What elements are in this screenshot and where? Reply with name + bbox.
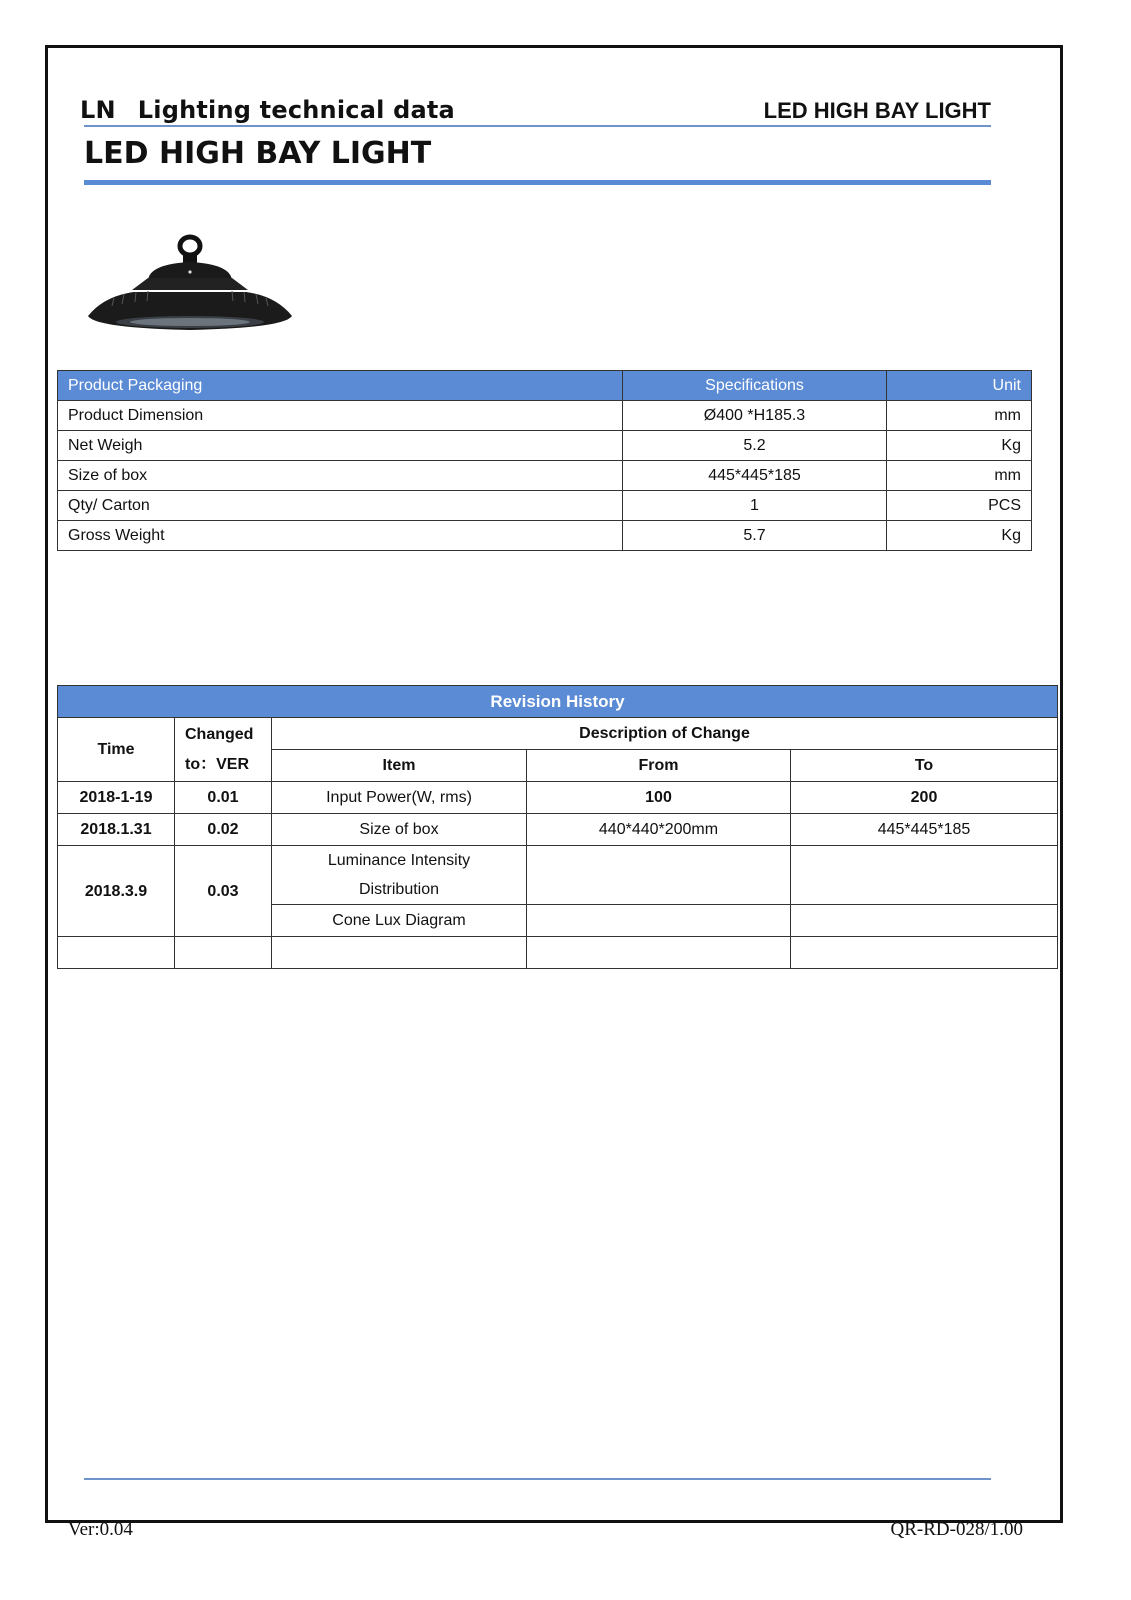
row-label: Size of box: [58, 461, 623, 491]
col-specifications: Specifications: [623, 371, 887, 401]
brand: LN: [80, 96, 116, 124]
footer-version: Ver:0.04: [68, 1519, 133, 1540]
cell-ver: 0.02: [175, 814, 272, 846]
cell-item: [272, 937, 527, 969]
header-rule: [84, 125, 991, 127]
row-label: Product Dimension: [58, 401, 623, 431]
cell-to: 200: [791, 782, 1058, 814]
packaging-header-row: [58, 371, 1032, 401]
row-spec: 1: [623, 491, 887, 521]
row-unit: mm: [887, 401, 1032, 431]
cell-from: 440*440*200mm: [527, 814, 791, 846]
cell-item: Input Power(W, rms): [272, 782, 527, 814]
header-right-title: LED HIGH BAY LIGHT: [763, 98, 991, 123]
cell-to: [791, 905, 1058, 937]
revision-title-row: [58, 686, 1058, 718]
row-unit: mm: [887, 461, 1032, 491]
cell-item: Cone Lux Diagram: [272, 905, 527, 937]
table-row: [58, 461, 1032, 491]
row-spec: 445*445*185: [623, 461, 887, 491]
cell-ver: [175, 937, 272, 969]
table-row: [58, 521, 1032, 551]
cell-from: [527, 937, 791, 969]
cell-item-line1: Luminance Intensity: [327, 852, 471, 869]
col-item: Item: [272, 750, 527, 782]
packaging-table: [57, 370, 1032, 551]
cell-from: [527, 905, 791, 937]
cell-time: 2018-1-19: [58, 782, 175, 814]
cell-time: [58, 937, 175, 969]
cell-to: [791, 937, 1058, 969]
row-spec: Ø400 *H185.3: [623, 401, 887, 431]
row-unit: PCS: [887, 491, 1032, 521]
cell-to: 445*445*185: [791, 814, 1058, 846]
header-subtitle: Lighting technical data: [137, 96, 455, 124]
table-row-empty: [58, 937, 1058, 969]
row-spec: 5.2: [623, 431, 887, 461]
cell-to: [791, 846, 1058, 905]
col-changed-ver: [175, 718, 272, 782]
table-row: [58, 401, 1032, 431]
cell-item-line2: Distribution: [358, 881, 440, 898]
header-left: [80, 96, 455, 124]
row-label: Qty/ Carton: [58, 491, 623, 521]
row-label: Net Weigh: [58, 431, 623, 461]
col-changed-to: to：VER: [185, 755, 250, 773]
cell-from: [527, 846, 791, 905]
col-unit: Unit: [887, 371, 1032, 401]
cell-time: 2018.3.9: [58, 846, 175, 937]
cell-from: 100: [527, 782, 791, 814]
table-row: [58, 814, 1058, 846]
col-product-packaging: Product Packaging: [58, 371, 623, 401]
cell-ver: 0.03: [175, 846, 272, 937]
table-row: [58, 782, 1058, 814]
table-row: [58, 846, 1058, 905]
revision-title: Revision History: [58, 686, 1058, 718]
revision-history-table: [57, 685, 1058, 969]
row-spec: 5.7: [623, 521, 887, 551]
col-time: Time: [58, 718, 175, 782]
revision-header-row: [58, 718, 1058, 750]
title-rule: [84, 180, 991, 185]
col-changed: Changed: [185, 725, 254, 743]
row-unit: Kg: [887, 431, 1032, 461]
cell-time: 2018.1.31: [58, 814, 175, 846]
footer-doc-code: QR-RD-028/1.00: [890, 1519, 1023, 1540]
cell-ver: 0.01: [175, 782, 272, 814]
footer-rule: [84, 1478, 991, 1480]
high-bay-light-icon: [84, 228, 296, 340]
table-row: [58, 491, 1032, 521]
row-label: Gross Weight: [58, 521, 623, 551]
row-unit: Kg: [887, 521, 1032, 551]
col-description: Description of Change: [272, 718, 1058, 750]
cell-item: Size of box: [272, 814, 527, 846]
col-from: From: [527, 750, 791, 782]
cell-item: [272, 846, 527, 905]
col-to: To: [791, 750, 1058, 782]
page-title: LED HIGH BAY LIGHT: [84, 136, 432, 171]
table-row: [58, 431, 1032, 461]
